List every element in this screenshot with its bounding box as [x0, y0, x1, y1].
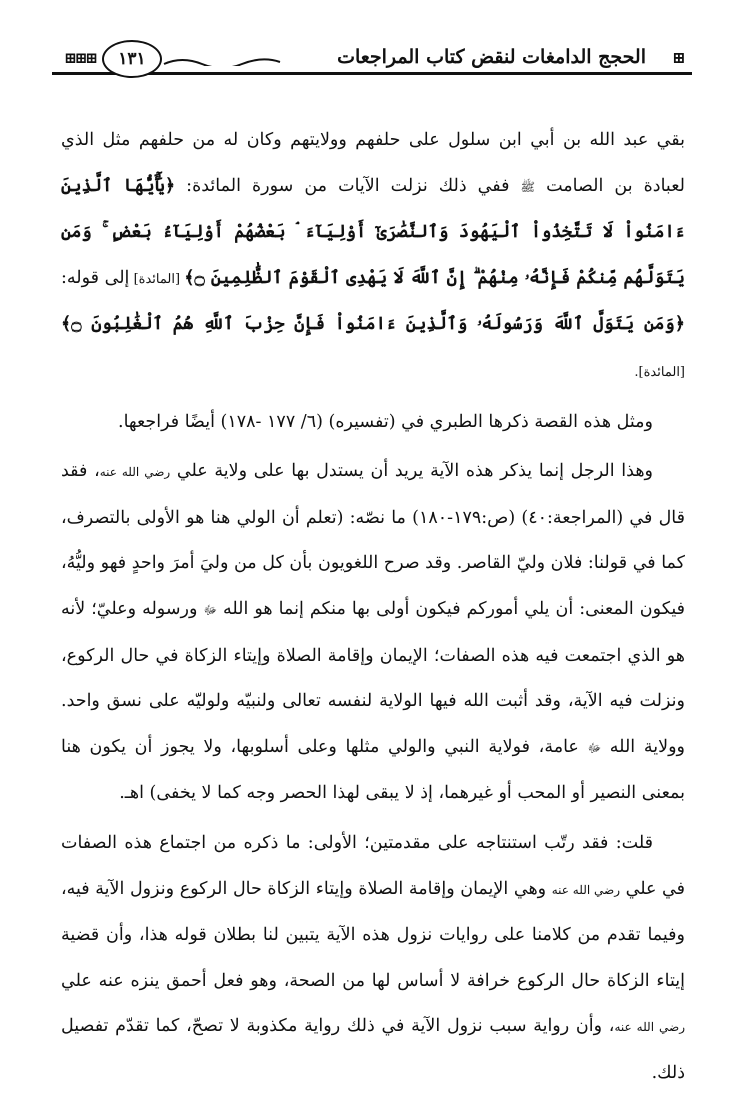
- text-segment: قلت: فقد رتّب استنتاجه على مقدمتين؛ الأولى: ما ذكره من اجتماع هذه الصفات في علي: [61, 832, 685, 899]
- header-ornament-mark-icon: ⊞: [672, 48, 686, 67]
- surah-reference: [المائدة].: [634, 364, 685, 380]
- text-segment: ومثل هذه القصة ذكرها الطبري في (تفسيره) (٦/ ١٧٧ -١٧٨) أيضًا فراجعها.: [118, 411, 653, 432]
- text-segment: وهي الإيمان وإقامة الصلاة وإيتاء الزكاة حال الركوع ونزول الآية فيه، وفيما تقدم من كلامنا على روايات نزول هذه الآية يتبين لنا بطلان قوله هذا، وأن قضية إيتاء الزكاة حال الركوع خرافة لا أساس لها من الصحة، وهو فعل أحمق ينزه عنه علي: [61, 878, 685, 991]
- honorific-glyph: رضي الله عنه: [614, 1020, 685, 1035]
- honorific-glyph: رضي الله عنه: [551, 882, 621, 897]
- text-segment: ورسوله وعليّ؛ لأنه هو الذي اجتمعت فيه هذه الصفات؛ الإيمان وإقامة الصلاة وإيتاء الزكاة في حال الركوع، ونزلت فيه الآية، وقد أثبت الله فيها الولاية لنفسه تعالى ولنبيّه ولوليّه على نسق واحد. وولاية الله: [61, 598, 686, 757]
- honorific-glyph: ﷻ: [587, 740, 602, 755]
- honorific-glyph: رضي الله عنه: [99, 465, 171, 480]
- header-ornament-icon: ⊞⊞⊞: [64, 49, 96, 67]
- text-segment: ففي ذلك نزلت الآيات من سورة المائدة:: [175, 175, 521, 196]
- page-number-badge: [102, 40, 162, 78]
- text-segment: وهذا الرجل إنما يذكر هذه الآية يريد أن يستدل بها على ولاية علي: [170, 461, 653, 482]
- page-number: ١٣١: [118, 49, 146, 69]
- text-segment: ، فقد قال في (المراجعة:٤٠) (ص:١٧٩-١٨٠) ما نصّه: (تعلم أن الولي هنا هو الأولى بالتصرف، كما في قولنا: فلان وليّ القاصر. وقد صرح اللغويون بأن كل من وليَ أمرَ واحدٍ فهو وليُّهُ، فيكون المعنى: أن يلي أموركم فيكون أولى بها منكم إنما هو الله: [61, 461, 686, 619]
- main-text: [61, 118, 685, 1100]
- honorific-glyph: ﷺ: [520, 179, 536, 194]
- quran-verse: ﴿يَٰٓأَيُّهَا ٱلَّذِينَ ءَامَنُواْ لَا تَتَّخِذُواْ ٱلْيَهُودَ وَٱلنَّصَٰرَىٰٓ أَوْلِيَآءَ ۘ بَعْضُهُمْ أَوْلِيَآءُ بَعْضٍ ۚ وَمَن يَتَوَلَّهُم مِّنكُمْ فَإِنَّهُۥ مِنْهُمْ ۗ إِنَّ ٱللَّهَ لَا يَهْدِى ٱلْقَوْمَ ٱلظَّٰلِمِينَ ۝﴾: [61, 175, 685, 288]
- text-segment: إلى قوله:: [61, 267, 130, 288]
- text-segment: عامة، فولاية النبي والولي مثلها وعلى أسلوبها، ولا يجوز أن يكون هنا بمعنى النصير أو المحب أو غيرهما، إذ لا يبقى لهذا الحصر وجه كما لا يخفى) اهـ.: [61, 736, 685, 804]
- paragraph-3: [61, 449, 685, 817]
- paragraph-4: [61, 821, 685, 1097]
- quran-verse: ﴿وَمَن يَتَوَلَّ ٱللَّهَ وَرَسُولَهُۥ وَٱلَّذِينَ ءَامَنُواْ فَإِنَّ حِزْبَ ٱللَّهِ هُمُ ٱلْغَٰلِبُونَ ۝﴾: [61, 314, 685, 335]
- swirl-ornament-icon: [162, 56, 282, 66]
- surah-reference: [المائدة]: [129, 271, 185, 287]
- text-segment: بقي عبد الله بن أبي ابن سلول على حلفهم وولايتهم وكان له من حلفهم مثل الذي لعبادة بن الصامت: [61, 130, 685, 196]
- honorific-glyph: ﷻ: [203, 602, 217, 617]
- page-header: [52, 38, 692, 82]
- paragraph-1: [61, 118, 685, 396]
- paragraph-2: [61, 400, 685, 446]
- text-segment: ، وأن رواية سبب نزول الآية في ذلك رواية مكذوبة لا تصحّ، كما تقدّم تفصيل ذلك.: [61, 1016, 685, 1083]
- running-title: الحجج الدامغات لنقض كتاب المراجعات: [331, 44, 652, 70]
